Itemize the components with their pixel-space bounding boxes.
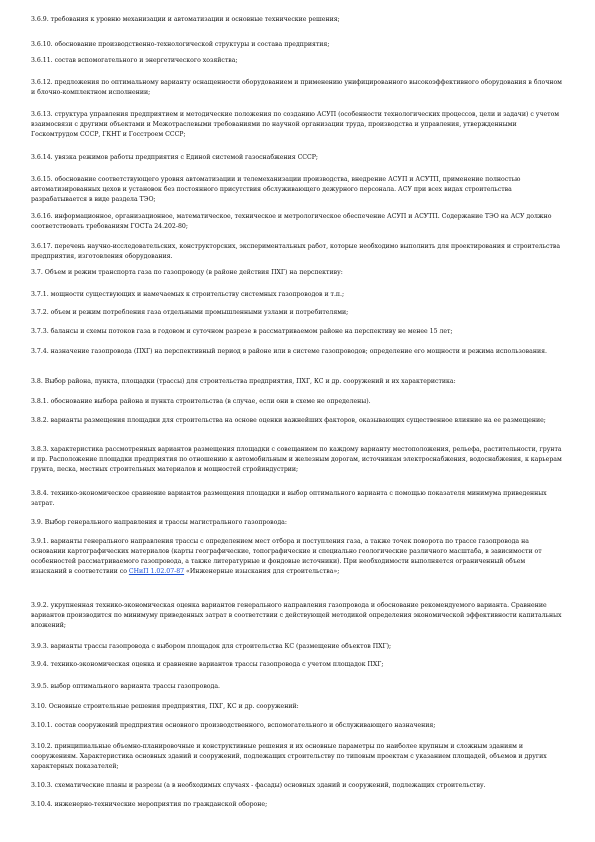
paragraph: 3.8.4. технико-экономическое сравнение вариантов размещения площадки и выбор оптимального варианта с помощью показателя минимума приведенных затрат. xyxy=(31,490,547,507)
paragraph: 3.7.2. объем и режим потребления газа отдельными промышленными узлами и потребителями; xyxy=(31,309,349,316)
paragraph: 3.6.9. требования к уровню механизации и автоматизации и основные технические решения; xyxy=(31,16,340,23)
paragraph: 3.10.4. инженерно-технические мероприятия по гражданской обороне; xyxy=(31,801,268,808)
section-heading: 3.9. Выбор генерального направления и трассы магистрального газопровода: xyxy=(31,519,287,526)
paragraph: 3.6.15. обоснование соответствующего уровня автоматизации и телемеханизации производства, внедрение АСУП и АСУТП, применение полностью автоматизированных цехов и установок без постоянного присутствия обслуживающего дежурного персонала. АСУ при всех видах строительства разрабатывается в виде раздела ТЭО; xyxy=(31,176,521,203)
paragraph: 3.6.10. обоснование производственно-технологической структуры и состава предприятия; xyxy=(31,41,330,48)
section-heading: 3.10. Основные строительные решения предприятия, ПХГ, КС и др. сооружений: xyxy=(31,703,299,710)
paragraph: 3.9.4. технико-экономическая оценка и сравнение вариантов трассы газопровода с учетом площадок ПХГ; xyxy=(31,661,384,668)
paragraph: 3.10.1. состав сооружений предприятия основного производственного, вспомогательного и обслуживающего назначения; xyxy=(31,722,436,729)
paragraph: 3.6.12. предложения по оптимальному варианту оснащенности оборудованием и применению унифицированного высокоэффективного оборудования в блочном и блочно-комплектном исполнении; xyxy=(31,79,562,96)
paragraph: 3.10.2. принципиальные объемно-планировочные и конструктивные решения и их основные параметры по наиболее крупным и сложным зданиям и сооружениям. Характеристика основных зданий и сооружений, подлежащих строительству по типовым проектам с указанием площадей, объемов и других характерных показателей; xyxy=(31,743,547,770)
paragraph: 3.9.3. варианты трассы газопровода с выбором площадок для строительства КС (размещение объектов ПХГ); xyxy=(31,643,392,650)
paragraph: 3.6.13. структура управления предприятием и методические положения по созданию АСУП (особенности технологических процессов, цели и задачи) с учетом взаимосвязи с другими объектами и Межотраслевыми требованиями по научной организации труда, производства и управления, утвержденными Госкомтрудом СССР, ГКНТ и Госстроем СССР; xyxy=(31,111,560,138)
paragraph-with-link xyxy=(31,537,563,577)
paragraph: 3.7.4. назначение газопровода (ПХГ) на перспективный период в районе или в системе газопроводов; определение его мощности и режима использования. xyxy=(31,348,547,355)
paragraph: 3.7.1. мощности существующих и намечаемых к строительству системных газопроводов и т.п.; xyxy=(31,291,345,298)
paragraph: 3.6.14. увязка режимов работы предприятия с Единой системой газоснабжения СССР; xyxy=(31,154,319,161)
paragraph: 3.10.3. схематические планы и разрезы (а в необходимых случаях - фасады) основных зданий и сооружений, подлежащих строительству. xyxy=(31,782,486,789)
section-heading: 3.7. Объем и режим транспорта газа по газопроводу (в районе действия ПХГ) на перспективу: xyxy=(31,269,343,276)
paragraph: 3.6.17. перечень научно-исследовательских, конструкторских, экспериментальных работ, которые необходимо выполнить для проектирования и строительства предприятия, изготовления оборудования. xyxy=(31,243,561,260)
paragraph: 3.6.16. информационное, организационное, математическое, техническое и метрологическое обеспечение АСУП и АСУТП. Содержание ТЭО на АСУ должно соответствовать требованиям ГОСТа 24.202-80; xyxy=(31,213,552,230)
paragraph: 3.8.3. характеристика рассмотренных вариантов размещения площадки с совещанием по каждому варианту местоположения, рельефа, растительности, грунта и пр. Расположение площадки предприятия по отношению к автомобильным и железным дорогам, источникам электроснабжения, водоснабжения, к карьерам грунта, песка, местных строительных материалов и мощностей стройиндустрии; xyxy=(31,446,562,473)
paragraph: 3.9.5. выбор оптимального варианта трассы газопровода. xyxy=(31,683,221,690)
paragraph: 3.9.2. укрупненная технико-экономическая оценка вариантов генерального направления газопровода и обоснование рекомендуемого варианта. Сравнение вариантов производится по минимуму приведенных затрат в соответствии с действующей методикой определения экономической эффективности капитальных вложений; xyxy=(31,602,562,629)
paragraph: 3.6.11. состав вспомогательного и энергетического хозяйства; xyxy=(31,57,238,64)
snip-link[interactable]: СНиП 1.02.07-87 xyxy=(128,568,185,575)
paragraph: 3.8.2. варианты размещения площадки для строительства на основе оценки важнейших факторов, оказывающих существенное влияние на ее размещение; xyxy=(31,417,546,424)
section-heading: 3.8. Выбор района, пункта, площадки (трассы) для строительства предприятия, ПХГ, КС и др. сооружений и их характеристика: xyxy=(31,378,456,385)
paragraph: 3.8.1. обоснование выбора района и пункта строительства (в случае, если они в схеме не определены). xyxy=(31,398,371,405)
paragraph-text: 3.9.1. варианты генерального направления трассы с определением мест отбора и поступления газа, а также точек поворота по трассе газопровода на основании картографических материалов (карты географические, топографические и специально геологические различного масштаба, в зависимости от особенностей рассматриваемого газопровода, а также литературные и фондовые источники). При необходимости выполняется ограниченный объем изысканий в соответствии со xyxy=(31,538,542,575)
paragraph-text-after: «Инженерные изыскания для строительства»; xyxy=(184,568,340,575)
paragraph: 3.7.3. балансы и схемы потоков газа в годовом и суточном разрезе в рассматриваемом районе на перспективу не менее 15 лет; xyxy=(31,328,453,335)
